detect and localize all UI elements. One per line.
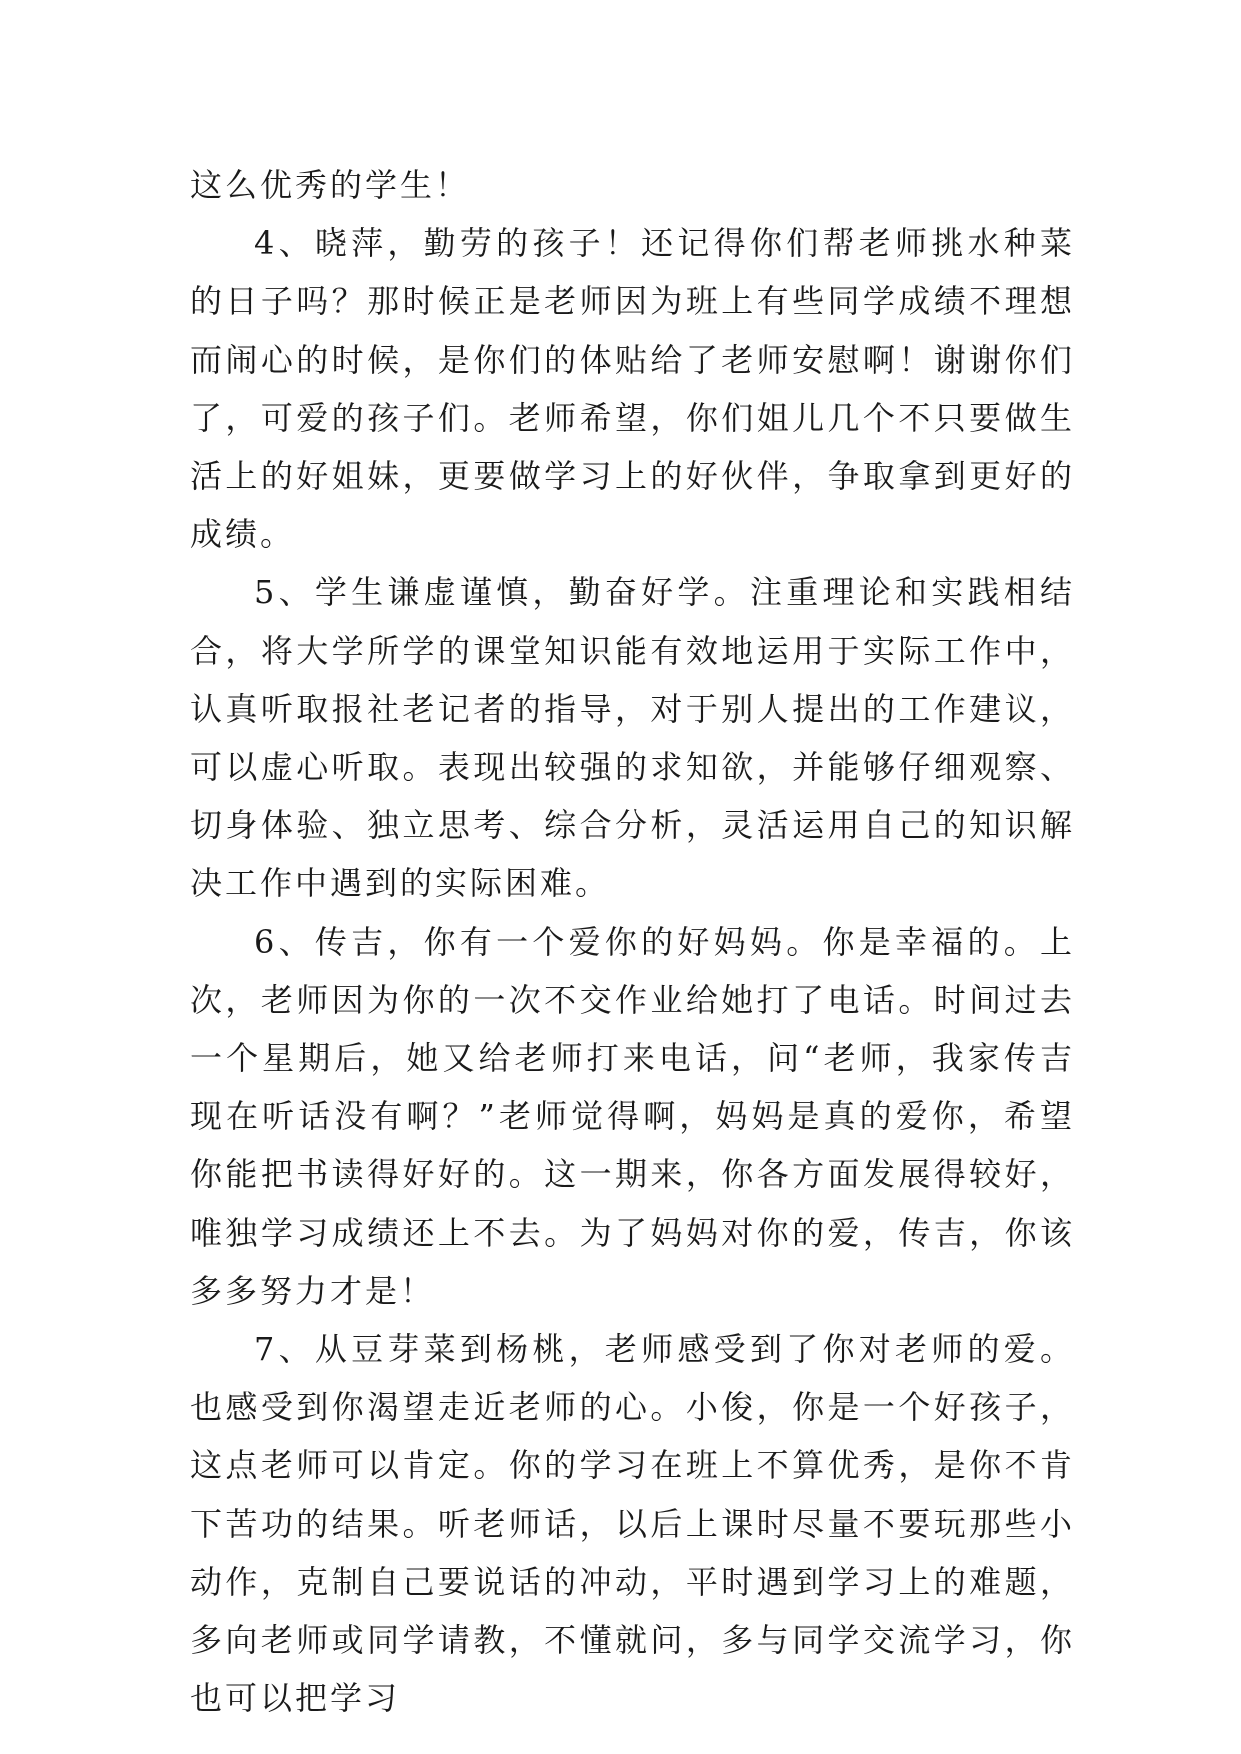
paragraph-item-7: 7、从豆芽菜到杨桃，老师感受到了你对老师的爱。也感受到你渴望走近老师的心。小俊，你是一个好孩子，这点老师可以肯定。你的学习在班上不算优秀，是你不肯下苦功的结果。听老师话，以后上课时尽量不要玩那些小动作，克制自己要说话的冲动，平时遇到学习上的难题，多向老师或同学请教，不懂就问，多与同学交流学习，你也可以把学习 <box>190 1330 1075 1718</box>
paragraph-item-6: 6、传吉，你有一个爱你的好妈妈。你是幸福的。上次，老师因为你的一次不交作业给她打了电话。时间过去一个星期后，她又给老师打来电话，问“老师，我家传吉现在听话没有啊？”老师觉得啊，妈妈是真的爱你，希望你能把书读得好好的。这一期来，你各方面发展得较好，唯独学习成绩还上不去。为了妈妈对你的爱，传吉，你该多多努力才是！ <box>190 922 1075 1310</box>
paragraph-continuation: 这么优秀的学生！ <box>190 166 471 204</box>
document-body <box>190 156 1075 1727</box>
paragraph-item-4: 4、晓萍，勤劳的孩子！还记得你们帮老师挑水种菜的日子吗？那时候正是老师因为班上有些同学成绩不理想而闹心的时候，是你们的体贴给了老师安慰啊！谢谢你们了，可爱的孩子们。老师希望，你们姐儿几个不只要做生活上的好姐妹，更要做学习上的好伙伴，争取拿到更好的成绩。 <box>190 224 1075 554</box>
paragraph-item-5: 5、学生谦虚谨慎，勤奋好学。注重理论和实践相结合，将大学所学的课堂知识能有效地运用于实际工作中，认真听取报社老记者的指导，对于别人提出的工作建议，可以虚心听取。表现出较强的求知欲，并能够仔细观察、切身体验、独立思考、综合分析，灵活运用自己的知识解决工作中遇到的实际困难。 <box>190 573 1075 903</box>
